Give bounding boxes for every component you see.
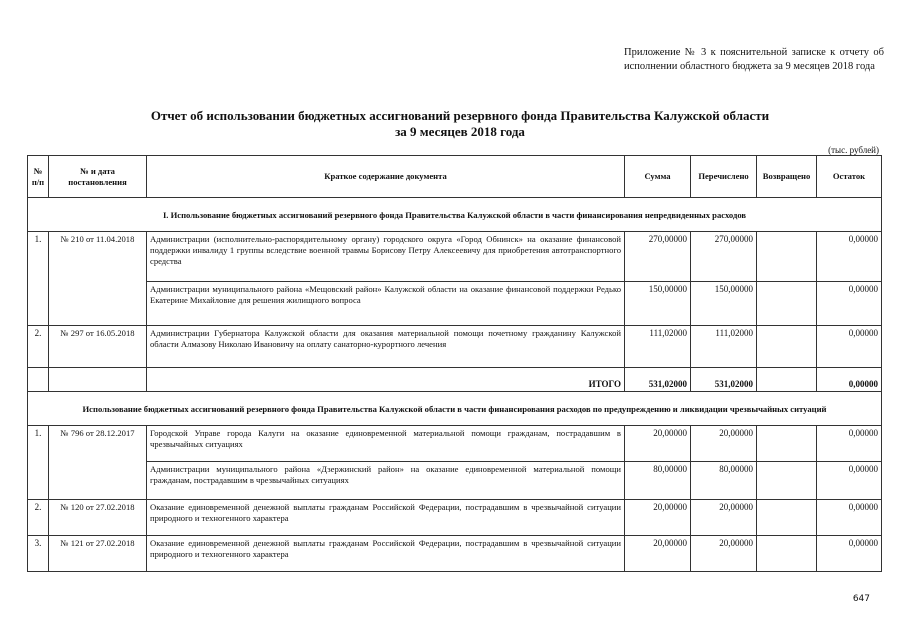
table-row [28,282,882,326]
row-returned [757,232,817,282]
header-num: № п/п [28,156,49,198]
row-sum: 80,00000 [625,462,691,500]
row-rest: 0,00000 [817,326,882,368]
row-description: Оказание единовременной денежной выплаты гражданам Российской Федерации, пострадавшим в чрезвычайной ситуации природного и техногенного характера [147,536,625,572]
row-returned [757,282,817,326]
row-number: 1. [28,232,49,326]
appendix-note: Приложение № 3 к пояснительной записке к отчету об исполнении областного бюджета за 9 месяцев 2018 года [624,47,884,72]
resolution-date: № 120 от 27.02.2018 [49,500,147,536]
row-returned [757,326,817,368]
resolution-date: № 796 от 28.12.2017 [49,426,147,500]
row-rest: 0,00000 [817,282,882,326]
resolution-date: № 121 от 27.02.2018 [49,536,147,572]
header-transferred: Перечислено [691,156,757,198]
total-sum: 531,02000 [625,368,691,392]
row-sum: 150,00000 [625,282,691,326]
table-row [28,500,882,536]
section-2-heading: Использование бюджетных ассигнований резервного фонда Правительства Калужской области в части финансирования расходов по предупреждению и ликвидации чрезвычайных ситуаций [28,392,882,426]
row-description: Администрации (исполнительно-распорядительному органу) городского округа «Город Обнинск» на оказание финансовой поддержки инвалиду 1 группы вследствие военной травмы Борисову Петру Алексеевичу для приобретения автотранспортного средства [147,232,625,282]
row-transferred: 20,00000 [691,500,757,536]
row-sum: 111,02000 [625,326,691,368]
row-description: Администрации муниципального района «Дзержинский район» на оказание единовременной материальной помощи гражданам, пострадавшим в чрезвычайных ситуациях [147,462,625,500]
row-transferred: 270,00000 [691,232,757,282]
row-transferred: 20,00000 [691,536,757,572]
row-returned [757,500,817,536]
header-desc: Краткое содержание документа [147,156,625,198]
row-description: Администрации Губернатора Калужской области для оказания материальной помощи почетному гражданину Калужской области Алмазову Николаю Ивановичу на оплату санаторно-курортного лечения [147,326,625,368]
row-rest: 0,00000 [817,426,882,462]
row-rest: 0,00000 [817,462,882,500]
report-title-line1: Отчет об использовании бюджетных ассигнований резервного фонда Правительства Калужской области [150,108,770,123]
section-1-heading: I. Использование бюджетных ассигнований резервного фонда Правительства Калужской области в части финансирования непредвиденных расходов [28,198,882,232]
total-rest: 0,00000 [817,368,882,392]
row-rest: 0,00000 [817,232,882,282]
total-returned [757,368,817,392]
row-number: 2. [28,500,49,536]
row-number: 2. [28,326,49,368]
table-row [28,426,882,462]
row-returned [757,462,817,500]
row-description: Городской Управе города Калуги на оказание единовременной материальной помощи гражданам, пострадавшим в чрезвычайных ситуациях [147,426,625,462]
row-sum: 20,00000 [625,536,691,572]
row-sum: 20,00000 [625,500,691,536]
row-rest: 0,00000 [817,500,882,536]
resolution-date: № 210 от 11.04.2018 [49,232,147,326]
table-row [28,462,882,500]
header-date: № и дата постановления [49,156,147,198]
row-transferred: 80,00000 [691,462,757,500]
page-number: 647 [852,594,870,604]
table-header-row [28,156,882,198]
total-row [28,368,882,392]
row-returned [757,426,817,462]
section-row [28,198,882,232]
row-transferred: 150,00000 [691,282,757,326]
total-transferred: 531,02000 [691,368,757,392]
table-row [28,232,882,282]
header-returned: Возвращено [757,156,817,198]
resolution-date: № 297 от 16.05.2018 [49,326,147,368]
table-row [28,536,882,572]
total-empty-date [49,368,147,392]
table-row [28,326,882,368]
row-number: 1. [28,426,49,500]
row-rest: 0,00000 [817,536,882,572]
row-number: 3. [28,536,49,572]
row-description: Оказание единовременной денежной выплаты гражданам Российской Федерации, пострадавшим в чрезвычайной ситуации природного и техногенного характера [147,500,625,536]
total-label: ИТОГО [147,368,625,392]
header-sum: Сумма [625,156,691,198]
row-transferred: 20,00000 [691,426,757,462]
section-row [28,392,882,426]
total-empty-num [28,368,49,392]
report-table [27,155,882,572]
report-title-line2: за 9 месяцев 2018 года [395,124,525,139]
row-transferred: 111,02000 [691,326,757,368]
row-sum: 20,00000 [625,426,691,462]
header-rest: Остаток [817,156,882,198]
row-description: Администрации муниципального района «Мещовский район» Калужской области на оказание финансовой поддержки Редько Екатерине Михайловне для решения жилищного вопроса [147,282,625,326]
row-sum: 270,00000 [625,232,691,282]
units-note: (тыс. рублей) [828,145,879,155]
row-returned [757,536,817,572]
